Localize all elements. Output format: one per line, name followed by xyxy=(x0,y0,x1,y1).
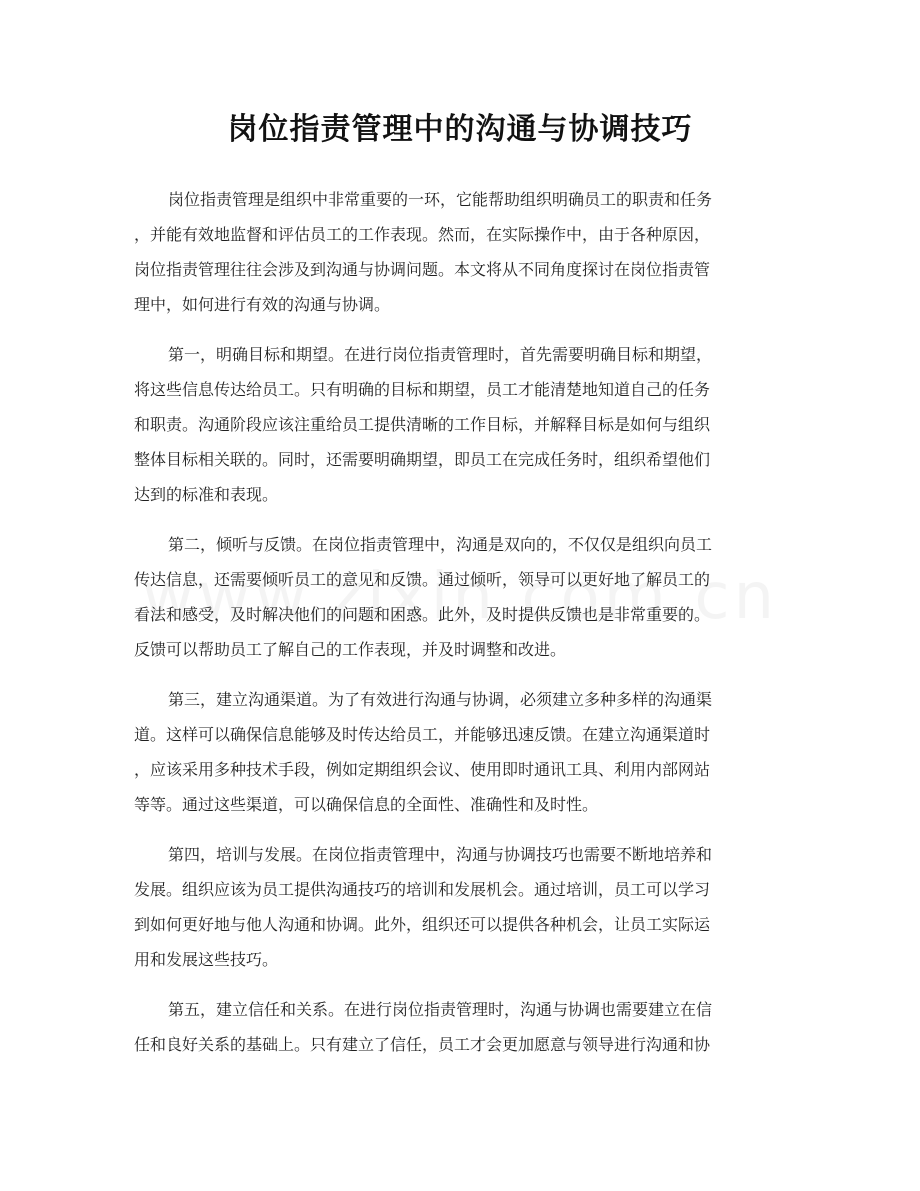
paragraph-line: ，并能有效地监督和评估员工的工作表现。然而，在实际操作中，由于各种原因， xyxy=(134,225,711,244)
paragraph-line: 任和良好关系的基础上。只有建立了信任，员工才会更加愿意与领导进行沟通和协 xyxy=(134,1035,711,1054)
paragraph-line: 等等。通过这些渠道，可以确保信息的全面性、准确性和及时性。 xyxy=(134,795,599,814)
paragraph-line: 第五，建立信任和关系。在进行岗位指责管理时，沟通与协调也需要建立在信 xyxy=(168,1000,713,1019)
paragraph-line: 道。这样可以确保信息能够及时传达给员工，并能够迅速反馈。在建立沟通渠道时 xyxy=(134,725,711,744)
paragraph-fourth xyxy=(134,837,786,977)
document-title: 岗位指责管理中的沟通与协调技巧 xyxy=(227,112,693,147)
paragraph-intro xyxy=(134,182,786,322)
paragraph-line: 将这些信息传达给员工。只有明确的目标和期望，员工才能清楚地知道自己的任务 xyxy=(134,380,711,399)
paragraph-line: 用和发展这些技巧。 xyxy=(134,950,279,969)
paragraph-line: 岗位指责管理往往会涉及到沟通与协调问题。本文将从不同角度探讨在岗位指责管 xyxy=(134,260,711,279)
paragraph-line: 到如何更好地与他人沟通和协调。此外，组织还可以提供各种机会，让员工实际运 xyxy=(134,915,711,934)
paragraph-fifth xyxy=(134,992,786,1062)
paragraph-line: 达到的标准和表现。 xyxy=(134,485,279,504)
paragraph-line: 第二，倾听与反馈。在岗位指责管理中，沟通是双向的，不仅仅是组织向员工 xyxy=(168,535,713,554)
paragraph-line: 看法和感受，及时解决他们的问题和困惑。此外，及时提供反馈也是非常重要的。 xyxy=(134,605,711,624)
paragraph-line: 岗位指责管理是组织中非常重要的一环，它能帮助组织明确员工的职责和任务 xyxy=(168,190,713,209)
paragraph-line: 和职责。沟通阶段应该注重给员工提供清晰的工作目标，并解释目标是如何与组织 xyxy=(134,415,711,434)
paragraph-third xyxy=(134,682,786,822)
paragraph-line: 理中，如何进行有效的沟通与协调。 xyxy=(134,295,391,314)
paragraph-line: 整体目标相关联的。同时，还需要明确期望，即员工在完成任务时，组织希望他们 xyxy=(134,450,711,469)
paragraph-line: 第一，明确目标和期望。在进行岗位指责管理时，首先需要明确目标和期望， xyxy=(168,345,713,364)
paragraph-line: 第四，培训与发展。在岗位指责管理中，沟通与协调技巧也需要不断地培养和 xyxy=(168,845,713,864)
paragraph-second xyxy=(134,527,786,667)
paragraph-first xyxy=(134,337,786,512)
paragraph-line: 传达信息，还需要倾听员工的意见和反馈。通过倾听，领导可以更好地了解员工的 xyxy=(134,570,711,589)
paragraph-line: 反馈可以帮助员工了解自己的工作表现，并及时调整和改进。 xyxy=(134,640,567,659)
paragraph-line: 第三，建立沟通渠道。为了有效进行沟通与协调，必须建立多种多样的沟通渠 xyxy=(168,690,713,709)
paragraph-line: ，应该采用多种技术手段，例如定期组织会议、使用即时通讯工具、利用内部网站 xyxy=(134,760,711,779)
paragraph-line: 发展。组织应该为员工提供沟通技巧的培训和发展机会。通过培训，员工可以学习 xyxy=(134,880,711,899)
